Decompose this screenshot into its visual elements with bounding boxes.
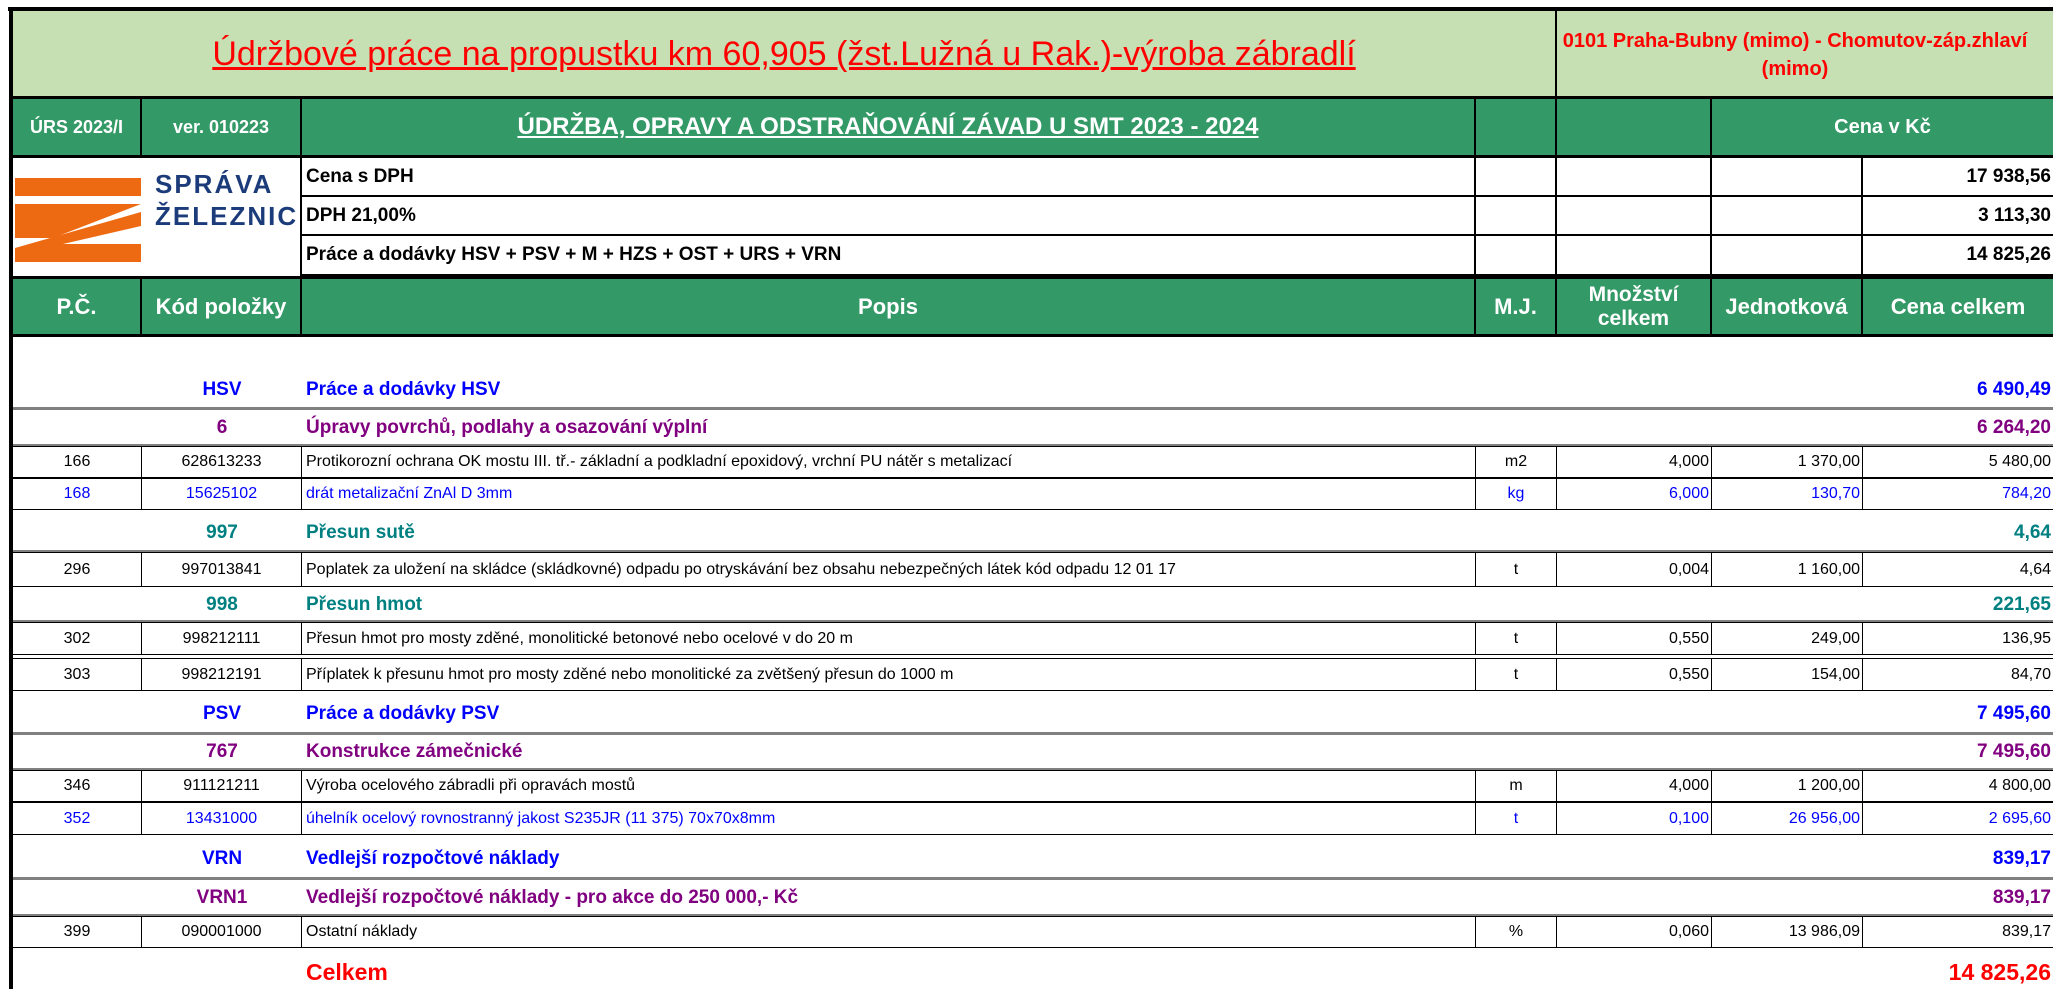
- item-code: 911121211: [142, 770, 302, 802]
- item-row: [0, 446, 2053, 478]
- item-code: 998212191: [142, 658, 302, 691]
- group-desc: Přesun hmot: [306, 593, 423, 615]
- item-desc: drát metalizační ZnAl D 3mm: [302, 478, 1476, 510]
- colhead-bottom-border: [13, 334, 2053, 337]
- item-qty: 0,060: [1557, 916, 1712, 948]
- item-qty: 6,000: [1557, 478, 1712, 510]
- col-header-popis: [302, 279, 1476, 334]
- group-code: VRN1: [196, 887, 248, 908]
- item-row: [0, 770, 2053, 802]
- summary-value-cell: 3 113,30: [1863, 197, 2053, 236]
- item-desc: Výroba ocelového zábradli při opravách mostů: [302, 770, 1476, 802]
- item-row: [0, 916, 2053, 948]
- item-pc: 302: [13, 622, 142, 655]
- item-desc: Poplatek za uložení na skládce (skládkovné) odpadu po otryskávání bez obsahu nebezpečných látek kód odpadu 12 01 17: [302, 552, 1476, 587]
- summary-blank-cell: [1476, 158, 1557, 197]
- item-mj: m: [1476, 770, 1557, 802]
- item-desc: Přesun hmot pro mosty zděné, monolitické betonové nebo ocelové v do 20 m: [302, 622, 1476, 655]
- item-row: [0, 658, 2053, 691]
- col-header-pc: [13, 279, 142, 334]
- item-pc: 296: [13, 552, 142, 587]
- col-header-jednotkova: [1712, 279, 1863, 334]
- group-desc: Vedlejší rozpočtové náklady - pro akce do 250 000,- Kč: [306, 887, 799, 908]
- item-mj: t: [1476, 622, 1557, 655]
- item-mj: m2: [1476, 446, 1557, 478]
- col-header-kod-label: Kód položky: [155, 293, 287, 319]
- logo-line-2: ŽELEZNIC: [155, 201, 299, 231]
- item-unit: 13 986,09: [1712, 916, 1863, 948]
- group-total: 839,17: [1992, 887, 2051, 908]
- item-total: 84,70: [1863, 658, 2053, 691]
- summary-label-cell: Cena s DPH: [302, 158, 1476, 197]
- group-row: [0, 880, 2053, 916]
- item-code: 090001000: [142, 916, 302, 948]
- section-row: [0, 693, 2053, 734]
- sz-logo-icon: [15, 168, 145, 268]
- item-qty: 4,000: [1557, 446, 1712, 478]
- item-unit: 249,00: [1712, 622, 1863, 655]
- col-header-kod: [142, 279, 302, 334]
- item-mj: kg: [1476, 478, 1557, 510]
- item-code: 13431000: [142, 802, 302, 835]
- group-total: 4,64: [2014, 521, 2051, 543]
- logo-line-1: SPRÁVA: [155, 169, 274, 199]
- program-cell: [302, 99, 1476, 155]
- section-row: [0, 370, 2053, 409]
- summary-blank-cell: [1557, 158, 1712, 197]
- item-row: [0, 622, 2053, 655]
- section-desc: Vedlejší rozpočtové náklady: [306, 847, 560, 869]
- group-total: 221,65: [1992, 593, 2051, 615]
- col-header-mnozstvi-label: Množství celkem: [1588, 282, 1679, 330]
- item-code: 628613233: [142, 446, 302, 478]
- item-desc: Ostatní náklady: [302, 916, 1476, 948]
- item-desc: úhelník ocelový rovnostranný jakost S235JR (11 375) 70x70x8mm: [302, 802, 1476, 835]
- summary-value-cell: 14 825,26: [1863, 236, 2053, 276]
- summary-label-cell: DPH 21,00%: [302, 197, 1476, 236]
- summary-blank-cell: [1476, 197, 1557, 236]
- version-cell: [142, 99, 302, 155]
- item-total: 4,64: [1863, 552, 2053, 587]
- item-qty: 0,004: [1557, 552, 1712, 587]
- summary-blank-cell: [1712, 236, 1863, 276]
- item-qty: 0,550: [1557, 658, 1712, 691]
- item-code: 998212111: [142, 622, 302, 655]
- section-total: 839,17: [1992, 847, 2051, 869]
- footer-total-cell: [1800, 956, 2053, 989]
- page-title: Údržbové práce na propustku km 60,905 (žst.Lužná u Rak.)-výroba zábradlí: [212, 35, 1356, 73]
- section-code: VRN: [201, 847, 243, 869]
- blank-header-cell-2: [1557, 99, 1712, 155]
- item-desc: Příplatek k přesunu hmot pro mosty zděné nebo monolitické za zvětšený přesun do 1000 m: [302, 658, 1476, 691]
- program-title: ÚDRŽBA, OPRAVY A ODSTRAŇOVÁNÍ ZÁVAD U SMT 2023 - 2024: [517, 113, 1259, 140]
- item-qty: 0,100: [1557, 802, 1712, 835]
- group-desc: Úpravy povrchů, podlahy a osazování výplní: [306, 416, 708, 438]
- summary-blank-cell: [1476, 236, 1557, 276]
- logo-text: [155, 168, 298, 232]
- summary-blank-cell: [1557, 197, 1712, 236]
- item-pc: 399: [13, 916, 142, 948]
- section-desc: Práce a dodávky HSV: [306, 378, 501, 400]
- blank-header-cell-1: [1476, 99, 1557, 155]
- item-pc: 352: [13, 802, 142, 835]
- section-code: HSV: [202, 378, 242, 400]
- item-pc: 303: [13, 658, 142, 691]
- col-header-mj: [1476, 279, 1557, 334]
- item-code: 15625102: [142, 478, 302, 510]
- location-label: 0101 Praha-Bubny (mimo) - Chomutov-záp.zhlaví (mimo): [1562, 29, 2028, 80]
- group-code: 997: [206, 521, 238, 543]
- section-code: PSV: [202, 702, 242, 724]
- item-row: [0, 478, 2053, 510]
- item-unit: 1 370,00: [1712, 446, 1863, 478]
- group-desc: Přesun sutě: [306, 521, 415, 543]
- group-total: 7 495,60: [1977, 741, 2051, 762]
- col-header-pc-label: P.Č.: [56, 293, 97, 319]
- col-header-cena: [1863, 279, 2053, 334]
- price-header-label: Cena v Kč: [1834, 115, 1931, 138]
- section-total: 6 490,49: [1977, 378, 2051, 400]
- section-row: [0, 838, 2053, 879]
- col-header-mj-label: M.J.: [1494, 293, 1537, 319]
- item-unit: 1 160,00: [1712, 552, 1863, 587]
- group-code: 6: [216, 416, 228, 438]
- section-desc: Práce a dodávky PSV: [306, 702, 500, 724]
- footer-label-cell: [302, 956, 902, 989]
- summary-value-cell: 17 938,56: [1863, 158, 2053, 197]
- group-row: [0, 409, 2053, 446]
- version-label: ver. 010223: [172, 116, 270, 137]
- item-mj: t: [1476, 552, 1557, 587]
- item-row: [0, 802, 2053, 835]
- col-header-jednotkova-label: Jednotková: [1725, 293, 1848, 319]
- logo-cell: [13, 158, 302, 276]
- footer-total: 14 825,26: [1948, 959, 2051, 985]
- item-total: 839,17: [1863, 916, 2053, 948]
- item-pc: 168: [13, 478, 142, 510]
- item-mj: t: [1476, 658, 1557, 691]
- summary-blank-cell: [1557, 236, 1712, 276]
- summary-label-cell: Práce a dodávky HSV + PSV + M + HZS + OST + URS + VRN: [302, 236, 1476, 276]
- item-mj: %: [1476, 916, 1557, 948]
- summary-blank-cell: [1712, 158, 1863, 197]
- group-total: 6 264,20: [1977, 416, 2051, 438]
- group-row: [0, 587, 2053, 622]
- title-cell: [13, 11, 1557, 98]
- urs-cell: [13, 99, 142, 155]
- item-total: 784,20: [1863, 478, 2053, 510]
- item-unit: 130,70: [1712, 478, 1863, 510]
- section-total: 7 495,60: [1977, 702, 2051, 724]
- item-pc: 166: [13, 446, 142, 478]
- item-mj: t: [1476, 802, 1557, 835]
- col-header-popis-label: Popis: [858, 293, 918, 319]
- item-total: 2 695,60: [1863, 802, 2053, 835]
- group-row: [0, 513, 2053, 552]
- item-qty: 0,550: [1557, 622, 1712, 655]
- item-row: [0, 552, 2053, 587]
- item-qty: 4,000: [1557, 770, 1712, 802]
- price-header-cell: [1712, 99, 2053, 155]
- group-row: [0, 734, 2053, 770]
- item-total: 4 800,00: [1863, 770, 2053, 802]
- item-total: 136,95: [1863, 622, 2053, 655]
- group-code: 998: [206, 593, 238, 615]
- item-pc: 346: [13, 770, 142, 802]
- urs-label: ÚRS 2023/I: [29, 116, 124, 137]
- item-unit: 26 956,00: [1712, 802, 1863, 835]
- col-header-cena-label: Cena celkem: [1890, 293, 2026, 319]
- footer-label: Celkem: [306, 959, 388, 985]
- item-desc: Protikorozní ochrana OK mostu III. tř.- základní a podkladní epoxidový, vrchní PU nátěr s metalizací: [302, 446, 1476, 478]
- item-total: 5 480,00: [1863, 446, 2053, 478]
- col-header-mnozstvi: [1557, 279, 1712, 334]
- group-code: 767: [206, 741, 238, 762]
- location-cell: [1557, 11, 2053, 98]
- item-code: 997013841: [142, 552, 302, 587]
- summary-blank-cell: [1712, 197, 1863, 236]
- item-unit: 154,00: [1712, 658, 1863, 691]
- item-unit: 1 200,00: [1712, 770, 1863, 802]
- group-desc: Konstrukce zámečnické: [306, 741, 523, 762]
